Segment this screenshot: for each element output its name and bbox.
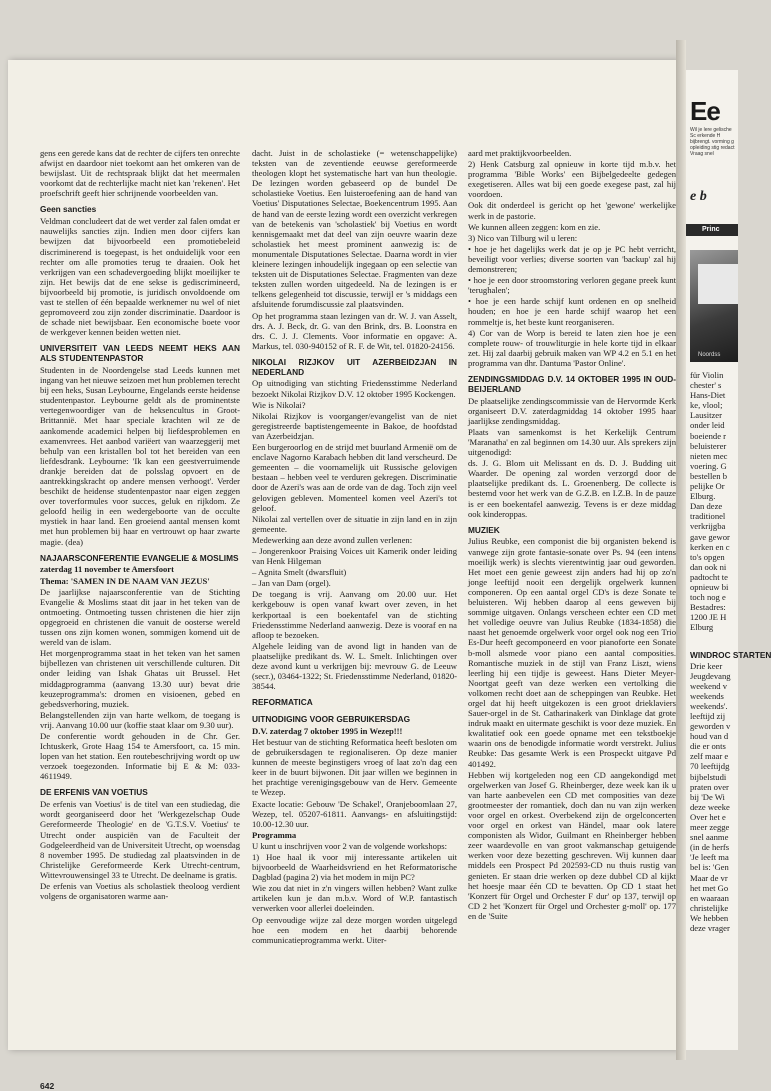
left-page <box>8 60 678 1091</box>
right-page-intro: Wil je lere gelische Sc erkende H bijbrengt. vorming g opleiding stig redact Vraag snel <box>690 127 735 157</box>
paragraph: • hoe je een door stroomstoring verloren gegane preek kunt 'terughalen'; <box>468 275 676 296</box>
paragraph: dacht. Juist in de scholastieke (= wetenschappelijke) teksten van de zeventiende eeuwse gereformeerde theologen klopt het systematische hart van hun theologie. De lezingen worden gebaseerd op de bundel De scholastieke Voetius. Een luisteroefening aan de hand van Voetius' Disputationes Selectae, Boekencentrum 1995. Aan de hand van de eerste lezing wordt een overzicht verkregen van de betekenis van 'scholastiek' bij Voetius en wordt kennisgemaakt met dat deel van zijn oeuvre waarin deze scholastiek het meest prominent aanwezig is: de monumentale Disputationes Selectae. Daarna wordt in vier kleinere lezingen inhoudelijk ingegaan op een selectie van teksten uit de Disputationes Selectae. Fragmenten van deze teksten zullen worden uitgedeeld. Na de lezingen is er telkens gelegenheid tot discussie, terwijl er 's middags een afsluitende forumdiscussie zal plaatsvinden. <box>252 148 457 310</box>
text-line: Hans-Diet <box>690 390 726 401</box>
paragraph: Veldman concludeert dat de wet verder zal falen omdat er nauwelijks sancties zijn. Indien men door cijfers kan bewijzen dat bijvoorbeeld een promotiebeleid discriminerend is toegepast, is het onduidelijk voor een rechter om alle promoties terug te draaien. Ook het verkrijgen van een schadevergoeding blijkt moeilijker te zijn. Het bewijs dat de ene sekse is gediscrimineerd, bijvoorbeeld bij promotie, is juridisch onvoldoende om vast te stellen of één bepaalde werknemer nu wel of niet gepromoveerd zou zijn zonder discriminatie. Daardoor is de schade niet bewijsbaar. Een economische boete voor de werkgever kennen beiden wetten niet. <box>40 216 240 338</box>
article-heading: DE ERFENIS VAN VOETIUS <box>40 787 148 798</box>
text-line: padtocht te <box>690 571 728 582</box>
text-line: verkrijgba <box>690 521 726 532</box>
text-line: meer zegge <box>690 822 730 833</box>
right-page-text <box>690 370 771 933</box>
paragraph: – Agnita Smelt (dwarsfluit) <box>252 567 347 578</box>
paragraph: Op eenvoudige wijze zal deze morgen worden uitgelegd hoe een modem en het daarbij behorende communicatieprogramma werkt. Uiter- <box>252 914 457 945</box>
photo-window <box>698 264 738 304</box>
text-line: onder leid <box>690 420 725 431</box>
text-line: dan ook ni <box>690 561 727 572</box>
article-heading: MUZIEK <box>468 524 500 535</box>
text-line: 70 leeftijdg <box>690 761 730 772</box>
paragraph: Belangstellenden zijn van harte welkom, de toegang is vrij. Aanvang 10.00 uur (koffie staat klaar om 9.30 uur). <box>40 709 240 730</box>
logo-icon: e b <box>690 189 707 204</box>
paragraph: De erfenis van Voetius als scholastiek theoloog verdient volgens de organisatoren warme aan- <box>40 880 240 902</box>
text-line: toch nog e <box>690 592 726 603</box>
article-heading: WINDROC STARTEN <box>690 650 771 661</box>
paragraph: – Jan van Dam (orgel). <box>252 578 331 589</box>
column-2 <box>252 148 457 946</box>
text-line: 'Je leeft ma <box>690 852 729 863</box>
column-3 <box>468 148 676 922</box>
article-heading: REFORMATICA <box>252 697 313 708</box>
text-line: boeiende r <box>690 430 727 441</box>
article-heading: UNIVERSITEIT VAN LEEDS NEEMT HEKS AAN ALS STUDENTENPASTOR <box>40 343 240 364</box>
text-line: bijbelstudi <box>690 771 727 782</box>
text-line: praten over <box>690 781 729 792</box>
text-line: en waaraan <box>690 892 729 903</box>
paragraph: De conferentie wordt gehouden in de Chr. Ger. Ichtuskerk, Grote Haag 154 te Amersfoort, ca. 15 min. lopen van het station. Een routebeschrijving wordt op uw verzoek toegezonden. Informatie bij E & M: 033-4611949. <box>40 730 240 782</box>
paragraph: Het bestuur van de stichting Reformatica heeft besloten om de gebruikersdagen te regionaliseren. Op deze manier kunnen de meeste beginstigers vroeg of laat zo'n dag een keer in de buurt bijwonen. Dit jaar willen we beginnen in het prachtige verenigingsgebouw van de Herv. Gemeente te Wezep. <box>252 736 457 798</box>
paragraph: – Jongerenkoor Praising Voices uit Kamerik onder leiding van Henk Hilgeman <box>252 545 457 567</box>
text-line: beluisterer <box>690 440 727 451</box>
paragraph: aard met praktijkvoorbeelden. <box>468 148 572 158</box>
text-line: to's opgen <box>690 551 725 562</box>
paragraph: De jaarlijkse najaarsconferentie van de Stichting Evangelie & Moslims staat dit jaar in het teken van de ontmoeting. Ontmoeting tussen christenen die hier zijn opgegroeid en christenen die vanuit de oosterse wereld tussen ons zijn komen wonen, sommigen komend uit de wereld van de islam. <box>40 586 240 648</box>
text-line: kerken en c <box>690 541 730 552</box>
paragraph: Wie is Nikolai? <box>252 399 306 410</box>
text-line: chester' s <box>690 380 722 391</box>
paragraph: 4) Cor van de Worp is bereid te laten zien hoe je een complete rouw- of trouwliturgie in hele korte tijd in elkaar zet. Hij zal daarbij gebruik maken van WP 4.2 en 5.1 en het programma van dhr. Dantuma 'Pastor Online'. <box>468 327 676 368</box>
paragraph: 2) Henk Catsburg zal opnieuw in korte tijd m.b.v. het programma 'Bible Works' een Bijbelgedeelte gedegen exegetiseren. Alles wat bij een goede exegese past, zal hij voordoen. <box>468 159 676 200</box>
text-line: voering. G <box>690 460 727 471</box>
text-line: pelijke Or <box>690 481 725 492</box>
article-subheading: Programma <box>252 829 297 840</box>
text-line: deze vrager <box>690 922 730 933</box>
binding-gutter <box>676 40 686 1060</box>
text-line: die er onts <box>690 741 726 752</box>
text-line: Bestadres: <box>690 602 726 613</box>
text-line: geworden v <box>690 721 731 732</box>
text-line: zelf maar e <box>690 751 729 762</box>
paragraph: • hoe je het dagelijks werk dat je op je PC hebt verricht, beveiligt voor verlies; diverse soorten van 'backup' zal hij demonstreren; <box>468 243 676 275</box>
photo <box>690 250 738 362</box>
right-page <box>686 70 771 1050</box>
text-line: opnieuw bi <box>690 581 729 592</box>
paragraph: Nikolai Rizjkov is voorganger/evangelist van de niet geregistreerde baptistengemeente in Bakoe, de hoofdstad van Azerbeidzjan. <box>252 410 457 441</box>
article-subheading: zaterdag 11 november te Amersfoort <box>40 564 174 575</box>
article-heading: NIKOLAI RIZJKOV UIT AZERBEIDZJAN IN NEDERLAND <box>252 356 457 377</box>
paragraph: Hebben wij kortgeleden nog een CD aangekondigd met orgelwerken van Josef G. Rheinberger, deze week kan ik u van harte aanbevelen een CD met composities van deze grootmeester der romantiek, doch dan nu van zijn werken voor orgel en orkest. Overbekend zijn de orgelconcerten voor orgel en orkest van Händel, maar ook latere componisten als Widor, Guilmant en Rheinberger hebben zeer waardevolle en van groot vakmanschap getuigende werken voor deze bezetting geschreven. Wij kunnen daar middels een Prospect Pd 202593-CD nu thuis rustig van genieten. Er staan drie werken op deze dubbel CD al kijkt het hoesje maar één CD te bevatten. Op CD 1 staat het 'Konzert für Orgel und Orchester F dur' op 137, terwijl op CD 2 het 'Konzert für Orgel und Orchester g-moll' op. 177 en de 'Suite <box>468 769 676 921</box>
text-line: bestellen b <box>690 470 727 481</box>
text-line: leeftijd zij <box>690 711 726 721</box>
paragraph: • hoe je een harde schijf kunt ordenen en op snelheid houden; en hoe je een harde schijf waarop het een rommeltje is, het beste kunt reorganiseren. <box>468 296 676 327</box>
paragraph: U kunt u inschrijven voor 2 van de volgende workshops: <box>252 840 448 851</box>
paragraph: Medewerking aan deze avond zullen verlenen: <box>252 534 413 545</box>
text-line: Lausitzer <box>690 410 722 421</box>
spacer <box>690 632 738 650</box>
article-heading: UITNODIGING VOOR GEBRUIKERSDAG <box>252 714 411 725</box>
right-page-title: Ee <box>690 96 720 126</box>
text-line: (in de herfs <box>690 842 730 853</box>
article-subheading: D.V. zaterdag 7 oktober 1995 in Wezep!!! <box>252 725 403 736</box>
article-heading: ZENDINGSMIDDAG D.V. 14 OKTOBER 1995 IN OUD-BEIJERLAND <box>468 373 676 394</box>
paragraph: Exacte locatie: Gebouw 'De Schakel', Oranjeboomlaan 27, Wezep, tel. 05207-61811. Aanvangs- en afsluitingstijd: 10.00-12.30 uur. <box>252 798 457 829</box>
text-line: weekends <box>690 690 724 701</box>
paragraph: Op het programma staan lezingen van dr. W. J. van Asselt, drs. A. J. Beck, dr. G. van den Brink, drs. B. Loonstra en drs. C. J. J. Clements. Voor informatie en opgave: A. Markus, tel. 030-940152 of R. F. de Wit, tel. 01820-24156. <box>252 310 457 351</box>
column-1 <box>40 148 240 902</box>
text-line: 1200 JE H <box>690 612 727 623</box>
text-line: weekend v <box>690 680 727 691</box>
text-line: Elburg. <box>690 491 716 502</box>
text-line: Jeugdevang <box>690 670 731 681</box>
text-line: für Violin <box>690 370 724 380</box>
paragraph: Nikolai zal vertellen over de situatie in zijn land en in zijn gemeente. <box>252 513 457 534</box>
paragraph: De plaatselijke zendingscommissie van de Hervormde Kerk organiseert D.V. zaterdagmiddag 14 oktober 1995 haar jaarlijkse zendingsmiddag. <box>468 395 676 426</box>
paragraph: Op uitnodiging van stichting Friedensstimme Nederland bezoekt Nikolai Rizjkov D.V. 12 oktober 1995 Kockengen. <box>252 378 457 399</box>
article-heading: NAJAARSCONFERENTIE EVANGELIE & MOSLIMS <box>40 552 239 563</box>
paragraph: 3) Nico van Tilburg wil u leren: <box>468 232 578 243</box>
text-line: We hebben <box>690 912 729 923</box>
text-line: Elburg <box>690 622 714 633</box>
paragraph: Plaats van samenkomst is het Kerkelijk Centrum 'Maranatha' en zal beginnen om 14.30 uur. Als sprekers zijn uitgenodigd: <box>468 426 676 458</box>
photo-caption: Noordss <box>698 352 721 358</box>
text-line: weekends'. <box>690 700 728 711</box>
text-line: nieten mec <box>690 450 728 461</box>
text-line: bel is: 'Gen <box>690 862 729 873</box>
text-line: snel aanme <box>690 832 729 843</box>
text-line: Drie keer <box>690 660 723 671</box>
article-heading: Geen sancties <box>40 204 97 215</box>
paragraph: 1) Hoe haal ik voor mij interessante artikelen uit bijvoorbeeld de Waarheidsvriend en het Reformatorische Dagblad (pagina 2) via het modem in mijn PC? <box>252 852 457 883</box>
text-line: Dan deze <box>690 501 723 512</box>
paragraph: Het morgenprogramma staat in het teken van het samen bijbellezen van christenen uit verschillende culturen. Dit onder leiding van Ishak Ghatas uit Brussel. Het middagprogramma (aanvang 13.30 uur) bevat drie keuzeprogramma's: dromen en visioenen, gebed en gebedsverhoring, muziek. <box>40 648 240 709</box>
paragraph: Een burgeroorlog en de strijd met buurland Armenië om de enclave Nagorno Karabach hebben dit land verscheurd. De gemeenten – die voornamelijk uit Russische gelovigen bestaan – hebben veel te verduren gekregen. Discriminatie door de Azeri's was aan de orde van de dag. Toch zijn veel gelovigen gebleven. Momenteel komen veel Azeri's tot geloof. <box>252 442 457 513</box>
text-line: deze weeke <box>690 801 730 812</box>
text-line: houd van d <box>690 731 729 742</box>
right-page-bar: Princ <box>686 224 738 236</box>
text-line: christelijke <box>690 902 729 913</box>
text-line: bij 'De Wi <box>690 791 725 802</box>
paragraph: De toegang is vrij. Aanvang om 20.00 uur. Het kerkgebouw is open vanaf kwart over zeven, in het kerkportaal is een boekentafel van de stichting Friedensstimme Nederland aanwezig. Deze is vooraf en na afloop te bezoeken. <box>252 589 457 640</box>
paragraph: Ook dit onderdeel is gericht op het 'gewone' werkelijke werk in de pastorie. <box>468 200 676 221</box>
text-line: gave gewor <box>690 531 730 542</box>
paragraph: Studenten in de Noordengelse stad Leeds kunnen met ingang van het nieuwe seizoen met hun problemen terecht bij een heks, Susan Leybourne, Engelands eerste heidense studentenpastor. Leybourne geldt als de prominentste vertegenwoordiger van de heksencultus in Groot-Brittannië. Met haar speciale krachten wil ze de aankomende academici helpen bij liefdesproblemen en examenvrees. Het aanbod variëert van waarzeggerij met behulp van een kristallen bol tot het bereiden van een liefdesdrank. Leybourne: 'Ik kan een geestverruimende drankje bereiden dat de polsslag opvoert en de aantrekkingskracht op andere mensen verhoogt'. Verder beschikt de heidense studentenpastor naar eigen zeggen over toverformules voor succes, geluk en rijkdom. Ze geloofd heilig in een wedergeboorte van de occulte mystiek in haar land. Een groeiend aantal mensen komt met hun problemen bij haar en vertrouwt op haar zwarte magie. (dea) <box>40 364 240 547</box>
paragraph: gens een gerede kans dat de rechter de cijfers ten onrechte afwijst en daardoor niet toekomt aan het omkeren van de bewijslast. Uit de rechtspraak blijkt dat het meermalen voorkomt dat de rechterlijke macht niet kan 'rekenen'. Het proefschrift geeft hier schrijnende voorbeelden van. <box>40 148 240 199</box>
paragraph: Algehele leiding van de avond ligt in handen van de plaatselijke predikant ds. W. L. Smelt. Inlichtingen over deze avond kunt u verkrijgen bij: mevrouw G. de Leeuw (secr.), 03464-1322; St. Friedensstimme Nederland, 01820-38544. <box>252 640 457 692</box>
paragraph: De erfenis van Voetius' is de titel van een studiedag, die wordt georganiseerd door het 'Werkgezelschap Oude Gereformeerde Theologie' en de 'G.T.S.V. Voetius' te Utrecht onder auspiciën van de Faculteit der Godgeleerdheid van de Universiteit Utrecht, op woensdag 8 november 1995. De studiedag zal plaatsvinden in de Christelijke Gereformeerde Kerk Utrecht-centrum, Wittevrouwensingel 33 te Utrecht. De deelname is gratis. <box>40 799 240 880</box>
text-line: Maar de vr <box>690 872 728 883</box>
paragraph: Julius Reubke, een componist die bij organisten bekend is vanwege zijn grote fantasie-sonate over Ps. 94 (een intens moeilijk werk) is slechts vierentwintig jaar oud geworden. Het moet een genie geweest zijn anders had hij op zo'n jonge leeftijd nooit een dergelijk orgelwerk kunnen componeren. Op een aantal orgel CD's is deze Sonate te beluisteren. Wij hebben daarop al eens geweven bij sommige uitgaven. Onlangs verscheen echter een CD met het volledige oeuvre van Julius Reubke (1834-1858) die naast het genoemde orgelwerk voor orgel ook nog een Trio Es-Dur heeft gecomponeerd en voor pianoforte een Sonate b-moll alsmede voor piano een aantal composities. Romantische muziek in de stijl van Franz Liszt, wiens leerling hij een tijdje is geweest. Hans Dieter Meyer-Noortgat geeft van deze werken een vertolking die volkomen recht doet aan de scheppingen van Reubke. Het orgel dat hij heeft uitgekozen is een groot drieklaviers Sauer-orgel in de St. Catharinakerk van Dinklage dat grote indruk maakt en uitermate geschikt is voor deze muziek. En kwalitatief ook een goede opname met een tekstboekje waarin ons de benodigde informatie wordt verstrekt. Julius Reubke: Das gesamte Werk is een Prospeckt uitgave Pd 401492. <box>468 536 676 769</box>
paragraph: ds. J. G. Blom uit Melissant en ds. D. J. Budding uit Waarder. De opening zal worden verzorgd door de plaatselijke predikant ds. L. Groenenberg. De collecte is bestemd voor het werk van de G.Z.B. en I.Z.B. In de pauze is er een boekentafel aanwezig. Tevens is er deze middag ook kinderoppas. <box>468 458 676 519</box>
paragraph: We kunnen alleen zeggen: kom en zie. <box>468 221 601 232</box>
text-line: het met Go <box>690 882 729 893</box>
text-line: Over het e <box>690 811 726 822</box>
article-subheading: Thema: 'SAMEN IN DE NAAM VAN JEZUS' <box>40 575 210 586</box>
text-line: traditionel <box>690 511 726 522</box>
text-line: ke, vlool; <box>690 400 723 411</box>
paragraph: Wie zou dat niet in z'n vingers willen hebben? Want zulke artikelen kun je dan m.b.v. Word of W.P. fantastisch verwerken voor allerlei doeleinden. <box>252 883 457 914</box>
page-number: 642 <box>40 1081 55 1091</box>
